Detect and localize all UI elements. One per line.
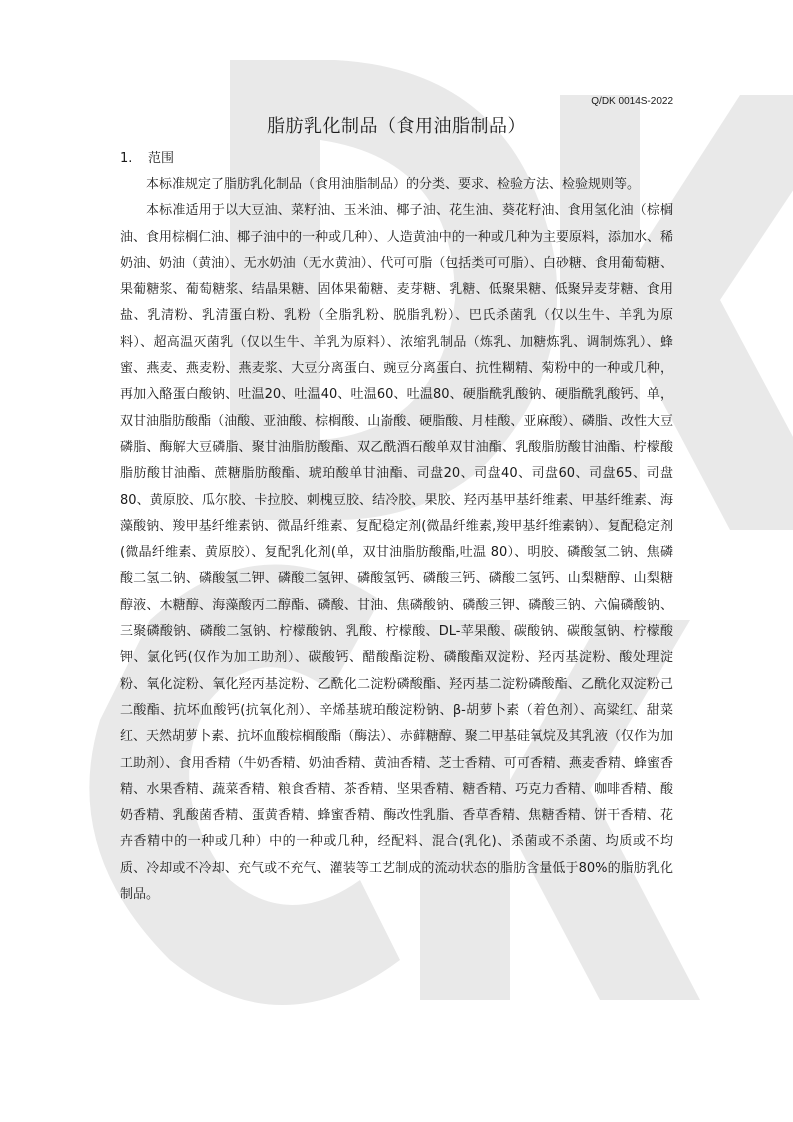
section-heading-text: 范围: [148, 151, 175, 166]
section-heading: [120, 147, 174, 166]
section-number: 1.: [120, 151, 133, 166]
applicability-paragraph: 本标准适用于以大豆油、菜籽油、玉米油、椰子油、花生油、葵花籽油、食用氢化油（棕榈油、食用棕榈仁油、椰子油中的一种或几种）、人造黄油中的一种或几种为主要原料，添加水、稀奶油、奶油（黄油）、无水奶油（无水黄油）、代可可脂（包括类可可脂）、白砂糖、食用葡萄糖、果葡糖浆、葡萄糖浆、结晶果糖、固体果葡糖、麦芽糖、乳糖、低聚果糖、低聚异麦芽糖、食用盐、乳清粉、乳清蛋白粉、乳粉（全脂乳粉、脱脂乳粉）、巴氏杀菌乳（仅以生牛、羊乳为原料）、超高温灭菌乳（仅以生牛、羊乳为原料）、浓缩乳制品（炼乳、加糖炼乳、调制炼乳）、蜂蜜、燕麦、燕麦粉、燕麦浆、大豆分离蛋白、豌豆分离蛋白、抗性糊精、菊粉中的一种或几种，再加入酪蛋白酸钠、吐温20、吐温40、吐温60、吐温80、硬脂酰乳酸钠、硬脂酰乳酸钙、单，双甘油脂肪酸酯（油酸、亚油酸、棕榈酸、山嵛酸、硬脂酸、月桂酸、亚麻酸）、磷脂、改性大豆磷脂、酶解大豆磷脂、聚甘油脂肪酸酯、双乙酰酒石酸单双甘油酯、乳酸脂肪酸甘油酯、柠檬酸脂肪酸甘油酯、蔗糖脂肪酸酯、琥珀酸单甘油酯、司盘20、司盘40、司盘60、司盘65、司盘80、黄原胶、瓜尔胶、卡拉胶、刺槐豆胶、结冷胶、果胶、羟丙基甲基纤维素、甲基纤维素、海藻酸钠、羧甲基纤维素钠、微晶纤维素、复配稳定剂(微晶纤维素,羧甲基纤维素钠）、复配稳定剂(微晶纤维素、黄原胶）、复配乳化剂(单，双甘油脂肪酸酯,吐温 80）、明胶、磷酸氢二钠、焦磷酸二氢二钠、磷酸氢二钾、磷酸二氢钾、磷酸氢钙、磷酸三钙、磷酸二氢钙、山梨糖醇、山梨糖醇液、木糖醇、海藻酸丙二醇酯、磷酸、甘油、焦磷酸钠、磷酸三钾、磷酸三钠、六偏磷酸钠、三聚磷酸钠、磷酸二氢钠、柠檬酸钠、乳酸、柠檬酸、DL-苹果酸、碳酸钠、碳酸氢钠、柠檬酸钾、氯化钙(仅作为加工助剂）、碳酸钙、醋酸酯淀粉、磷酸酯双淀粉、羟丙基淀粉、酸处理淀粉、氧化淀粉、氧化羟丙基淀粉、乙酰化二淀粉磷酸酯、羟丙基二淀粉磷酸酯、乙酰化双淀粉己二酸酯、抗坏血酸钙(抗氧化剂）、辛烯基琥珀酸淀粉钠、β-胡萝卜素（着色剂）、高粱红、甜菜红、天然胡萝卜素、抗坏血酸棕榈酸酯（酶法）、赤藓糖醇、聚二甲基硅氧烷及其乳液（仅作为加工助剂）、食用香精（牛奶香精、奶油香精、黄油香精、芝士香精、可可香精、燕麦香精、蜂蜜香精、水果香精、蔬菜香精、粮食香精、茶香精、坚果香精、糖香精、巧克力香精、咖啡香精、酸奶香精、乳酸菌香精、蛋黄香精、蜂蜜香精、酶改性乳脂、香草香精、焦糖香精、饼干香精、花卉香精中的一种或几种）中的一种或几种，经配料、混合(乳化)、杀菌或不杀菌、均质或不均质、冷却或不冷却、充气或不充气、灌装等工艺制成的流动状态的脂肪含量低于80%的脂肪乳化制品。: [120, 203, 673, 903]
section-body: [120, 172, 673, 908]
document-code: Q/DK 0014S-2022: [591, 96, 673, 107]
document-title: 脂肪乳化制品（食用油脂制品）: [267, 116, 526, 137]
scope-paragraph: 本标准规定了脂肪乳化制品（食用油脂制品）的分类、要求、检验方法、检验规则等。: [146, 177, 641, 192]
